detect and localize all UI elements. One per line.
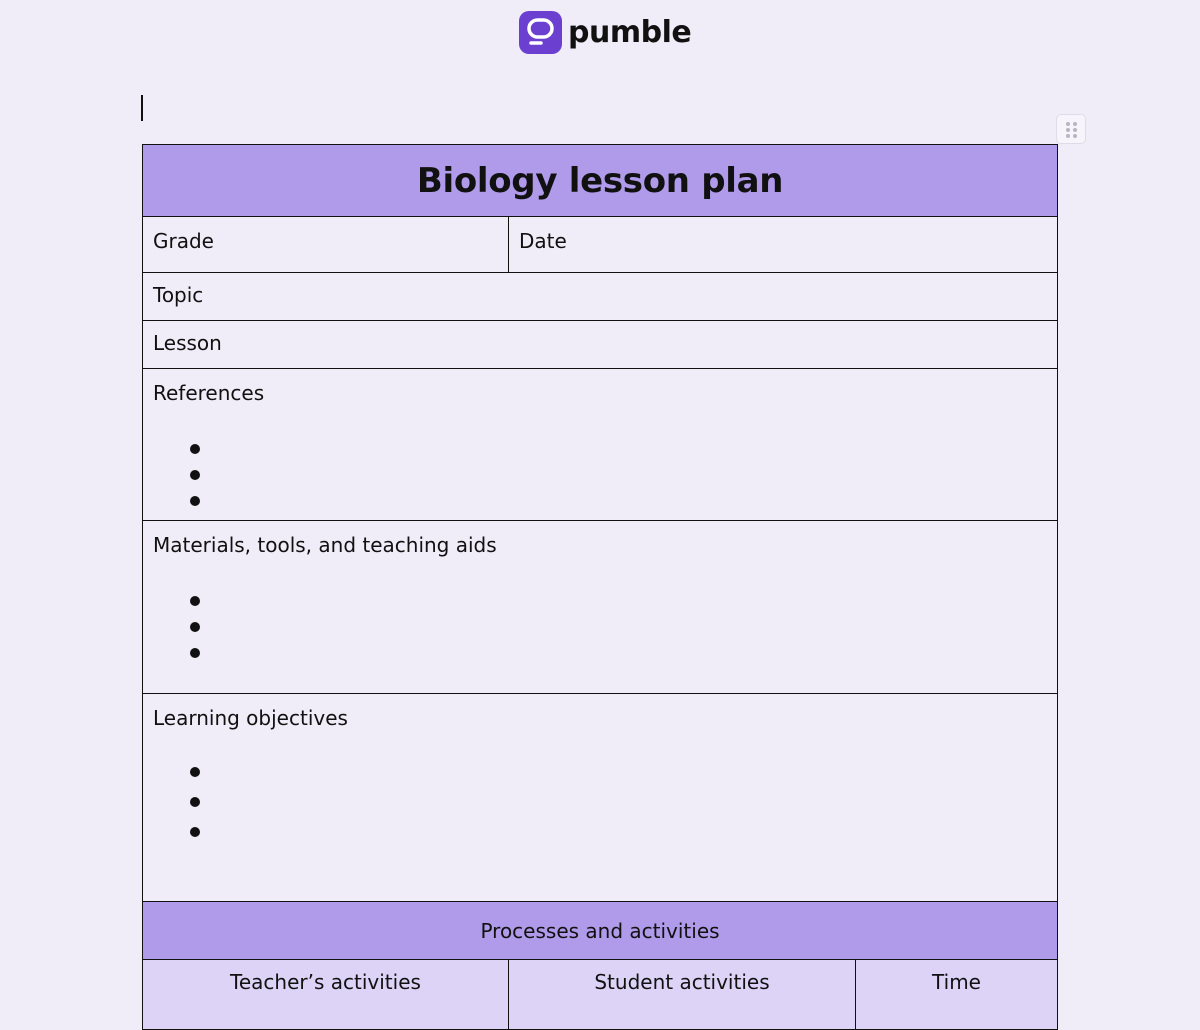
list-item[interactable] xyxy=(153,587,1047,613)
topic-label: Topic xyxy=(153,283,204,307)
pumble-logo-icon xyxy=(519,11,562,54)
brand-name: pumble xyxy=(568,14,692,50)
objectives-label: Learning objectives xyxy=(153,706,348,730)
lesson-cell[interactable] xyxy=(143,321,1058,369)
objectives-list xyxy=(153,758,1047,848)
text-cursor xyxy=(141,95,143,121)
drag-handle-icon[interactable] xyxy=(1056,114,1086,144)
list-item[interactable] xyxy=(153,818,1047,848)
date-label: Date xyxy=(519,229,567,253)
lesson-label: Lesson xyxy=(153,331,222,355)
references-cell[interactable] xyxy=(143,369,1058,521)
list-item[interactable] xyxy=(153,461,1047,487)
student-activities-header[interactable]: Student activities xyxy=(509,960,856,1030)
list-item[interactable] xyxy=(153,487,1047,513)
list-item[interactable] xyxy=(153,435,1047,461)
materials-label: Materials, tools, and teaching aids xyxy=(153,533,497,557)
references-list xyxy=(153,435,1047,513)
references-label: References xyxy=(153,381,265,405)
materials-list xyxy=(153,587,1047,665)
pumble-logo xyxy=(519,10,691,54)
topic-cell[interactable] xyxy=(143,273,1058,321)
lesson-plan-title[interactable]: Biology lesson plan xyxy=(143,145,1058,217)
list-item[interactable] xyxy=(153,613,1047,639)
materials-cell[interactable] xyxy=(143,521,1058,694)
list-item[interactable] xyxy=(153,639,1047,665)
teacher-activities-header[interactable]: Teacher’s activities xyxy=(143,960,509,1030)
list-item[interactable] xyxy=(153,758,1047,788)
lesson-plan-table xyxy=(142,144,1058,1030)
processes-header[interactable]: Processes and activities xyxy=(143,902,1058,960)
date-cell[interactable] xyxy=(509,217,1058,273)
list-item[interactable] xyxy=(153,788,1047,818)
time-header[interactable]: Time xyxy=(856,960,1058,1030)
grade-label: Grade xyxy=(153,229,214,253)
objectives-cell[interactable] xyxy=(143,694,1058,902)
grade-cell[interactable] xyxy=(143,217,509,273)
